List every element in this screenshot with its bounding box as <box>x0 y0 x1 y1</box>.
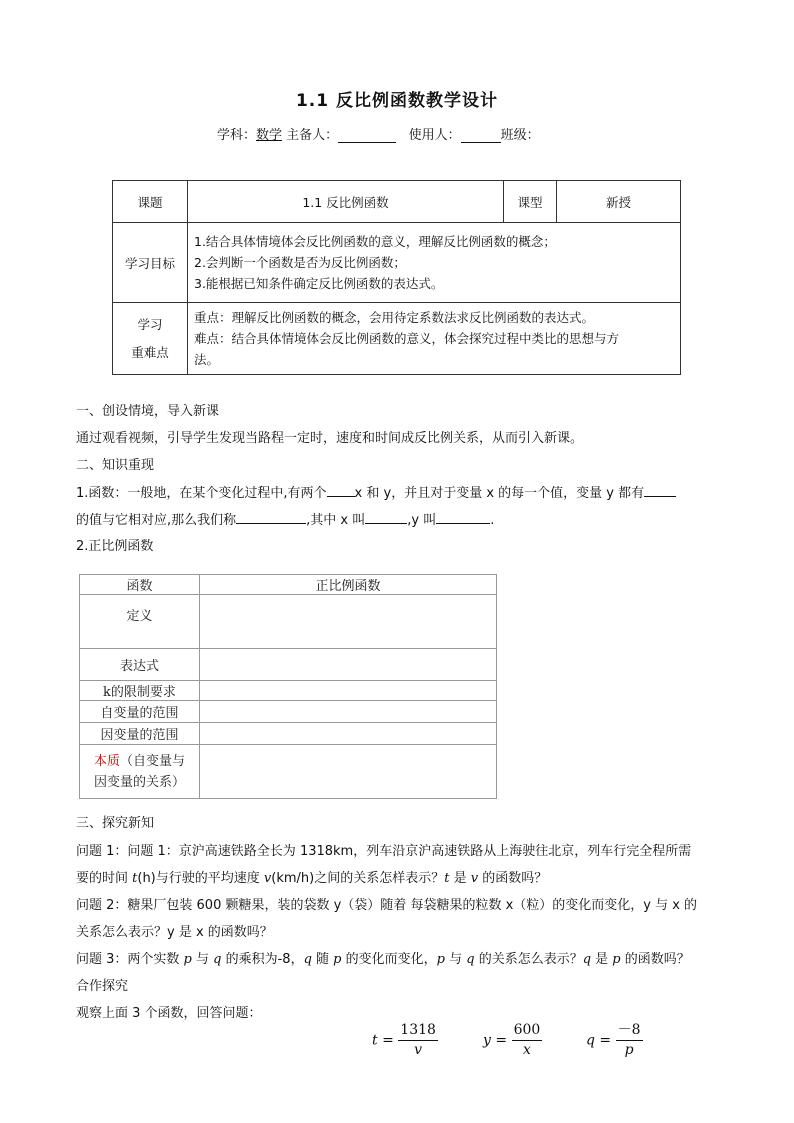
proportional-function-table <box>79 574 497 799</box>
goal-item: 1.结合具体情境体会反比例函数的意义，理解反比例函数的概念； <box>194 234 556 249</box>
def-text: . <box>490 513 495 528</box>
q-text: (h)与行驶的平均速度 <box>137 871 264 886</box>
function-definition-line2 <box>76 510 494 531</box>
keypoints-label <box>113 303 188 375</box>
row-definition: 定义 <box>80 595 200 649</box>
row-independent-range: 自变量的范围 <box>80 701 200 723</box>
preparer-blank <box>338 128 396 143</box>
function-definition-line1 <box>76 483 676 504</box>
formula-lhs: y <box>483 1032 491 1049</box>
blank-1 <box>327 483 355 497</box>
goals-list <box>188 223 681 303</box>
blank-3 <box>236 510 306 524</box>
fraction <box>616 1022 643 1059</box>
cell-empty <box>200 595 497 649</box>
var-p: p <box>333 952 342 967</box>
lesson-value: 1.1 反比例函数 <box>188 181 504 223</box>
cell-empty <box>200 681 497 701</box>
fraction <box>512 1022 543 1059</box>
fraction-denominator: x <box>522 1042 531 1058</box>
fraction-numerator: 600 <box>512 1022 543 1041</box>
user-label: 使用人： <box>408 128 461 143</box>
formula-lhs: t <box>372 1032 378 1049</box>
q-text: 与 <box>444 952 467 967</box>
question2-line2: 关系怎么表示？y 是 x 的函数吗？ <box>76 925 273 940</box>
q-text: 的函数吗？ <box>620 952 690 967</box>
lesson-info-table <box>112 180 681 375</box>
equals-sign: = <box>495 1032 508 1049</box>
keypoints-text <box>188 303 681 375</box>
row-essence <box>80 745 200 799</box>
question1-line1: 问题 1：问题 1：京沪高速铁路全长为 1318km，列车沿京沪高速铁路从上海驶往北京，列车行完全程所需 <box>76 844 692 859</box>
section3-heading: 三、探究新知 <box>76 816 155 831</box>
q-text: 要的时间 <box>76 871 133 886</box>
keypoint-line: 法。 <box>194 352 220 367</box>
fraction-denominator: v <box>414 1042 423 1058</box>
goal-item: 2.会判断一个函数是否为反比例函数； <box>194 255 406 270</box>
keypoint-line: 重点：理解反比例函数的概念，会用待定系数法求反比例函数的表达式。 <box>194 310 595 325</box>
q-text: 是 <box>449 871 471 886</box>
var-q: q <box>582 952 592 967</box>
formula-lhs: q <box>586 1032 595 1049</box>
blank-4 <box>365 510 407 524</box>
def-text: 1.函数：一般地，在某个变化过程中,有两个 <box>76 486 327 501</box>
essence-text-line2: 因变量的关系） <box>93 774 185 790</box>
keypoint-line: 难点：结合具体情境体会反比例函数的意义，体会探究过程中类比的思想与方 <box>194 331 620 346</box>
q-text: 的乘积为-8， <box>221 952 304 967</box>
equals-sign: = <box>599 1032 612 1049</box>
keypoints-label-line2: 重难点 <box>131 344 169 360</box>
var-p: p <box>612 952 621 967</box>
subject-label: 学科： <box>217 128 257 143</box>
var-t: t <box>132 871 138 886</box>
user-blank <box>461 128 501 143</box>
question3 <box>76 950 690 970</box>
preparer-label: 主备人： <box>286 128 339 143</box>
row-dependent-range: 因变量的范围 <box>80 723 200 745</box>
blank-2 <box>644 483 676 497</box>
fraction <box>398 1022 438 1059</box>
var-q: q <box>303 952 312 967</box>
page-title: 1.1 反比例函数教学设计 <box>295 91 499 111</box>
q-text: 的关系怎么表示？ <box>474 952 583 967</box>
fraction-numerator: 1318 <box>398 1022 438 1041</box>
goals-label: 学习目标 <box>113 223 188 303</box>
q-text: (km/h)之间的关系怎样表示？ <box>271 871 445 886</box>
row-expression: 表达式 <box>80 649 200 681</box>
section1-heading: 一、创设情境，导入新课 <box>76 404 220 419</box>
proportional-subheading: 2.正比例函数 <box>76 539 154 554</box>
cell-empty <box>200 745 497 799</box>
formula-t <box>372 1022 438 1059</box>
q-text: 是 <box>591 952 613 967</box>
formula-y <box>483 1022 542 1059</box>
essence-text: （自变量与 <box>120 753 186 769</box>
cell-empty <box>200 701 497 723</box>
cell-empty <box>200 723 497 745</box>
blank-5 <box>436 510 490 524</box>
class-label: 班级： <box>500 128 540 143</box>
var-v: v <box>263 871 272 886</box>
var-v: v <box>470 871 479 886</box>
subject-value: 数学 <box>256 128 283 143</box>
col-header-proportional: 正比例函数 <box>200 575 497 595</box>
var-q: q <box>466 952 475 967</box>
var-p: p <box>436 952 445 967</box>
type-value: 新授 <box>557 181 681 223</box>
fraction-numerator: －8 <box>616 1022 643 1041</box>
def-text: ,y 叫 <box>407 513 437 528</box>
section1-text: 通过观看视频，引导学生发现当路程一定时，速度和时间成反比例关系，从而引入新课。 <box>76 431 584 446</box>
q-text: 随 <box>311 952 334 967</box>
type-label: 课型 <box>504 181 557 223</box>
q-text: 的函数吗？ <box>478 871 548 886</box>
col-header-function: 函数 <box>80 575 200 595</box>
q-text: 问题 3：两个实数 <box>76 952 184 967</box>
cell-empty <box>200 649 497 681</box>
keypoints-label-line1: 学习 <box>137 316 163 332</box>
lesson-label: 课题 <box>113 181 188 223</box>
question1-line2 <box>76 869 547 889</box>
equals-sign: = <box>382 1032 394 1049</box>
var-p: p <box>183 952 192 967</box>
formula-q <box>586 1022 643 1059</box>
observe-prompt: 观察上面 3 个函数，回答问题： <box>76 1006 262 1021</box>
question2-line1: 问题 2：糖果厂包装 600 颗糖果，装的袋数 y（袋）随着 每袋糖果的粒数 x（粒）的变化而变化，y 与 x 的 <box>76 898 698 913</box>
var-q: q <box>213 952 222 967</box>
row-k-restriction: k的限制要求 <box>80 681 200 701</box>
q-text: 与 <box>191 952 214 967</box>
essence-keyword: 本质 <box>93 753 120 769</box>
q-text: 的变化而变化， <box>341 952 437 967</box>
def-text: x 和 y，并且对于变量 x 的每一个值，变量 y 都有 <box>354 486 645 501</box>
cooperative-inquiry: 合作探究 <box>76 979 129 994</box>
section2-heading: 二、知识重现 <box>76 458 155 473</box>
def-text: ,其中 x 叫 <box>306 513 366 528</box>
header-line <box>217 124 540 143</box>
var-t: t <box>444 871 450 886</box>
goal-item: 3.能根据已知条件确定反比例函数的表达式。 <box>194 276 444 291</box>
def-text: 的值与它相对应,那么我们称 <box>76 513 237 528</box>
fraction-denominator: p <box>624 1042 634 1058</box>
